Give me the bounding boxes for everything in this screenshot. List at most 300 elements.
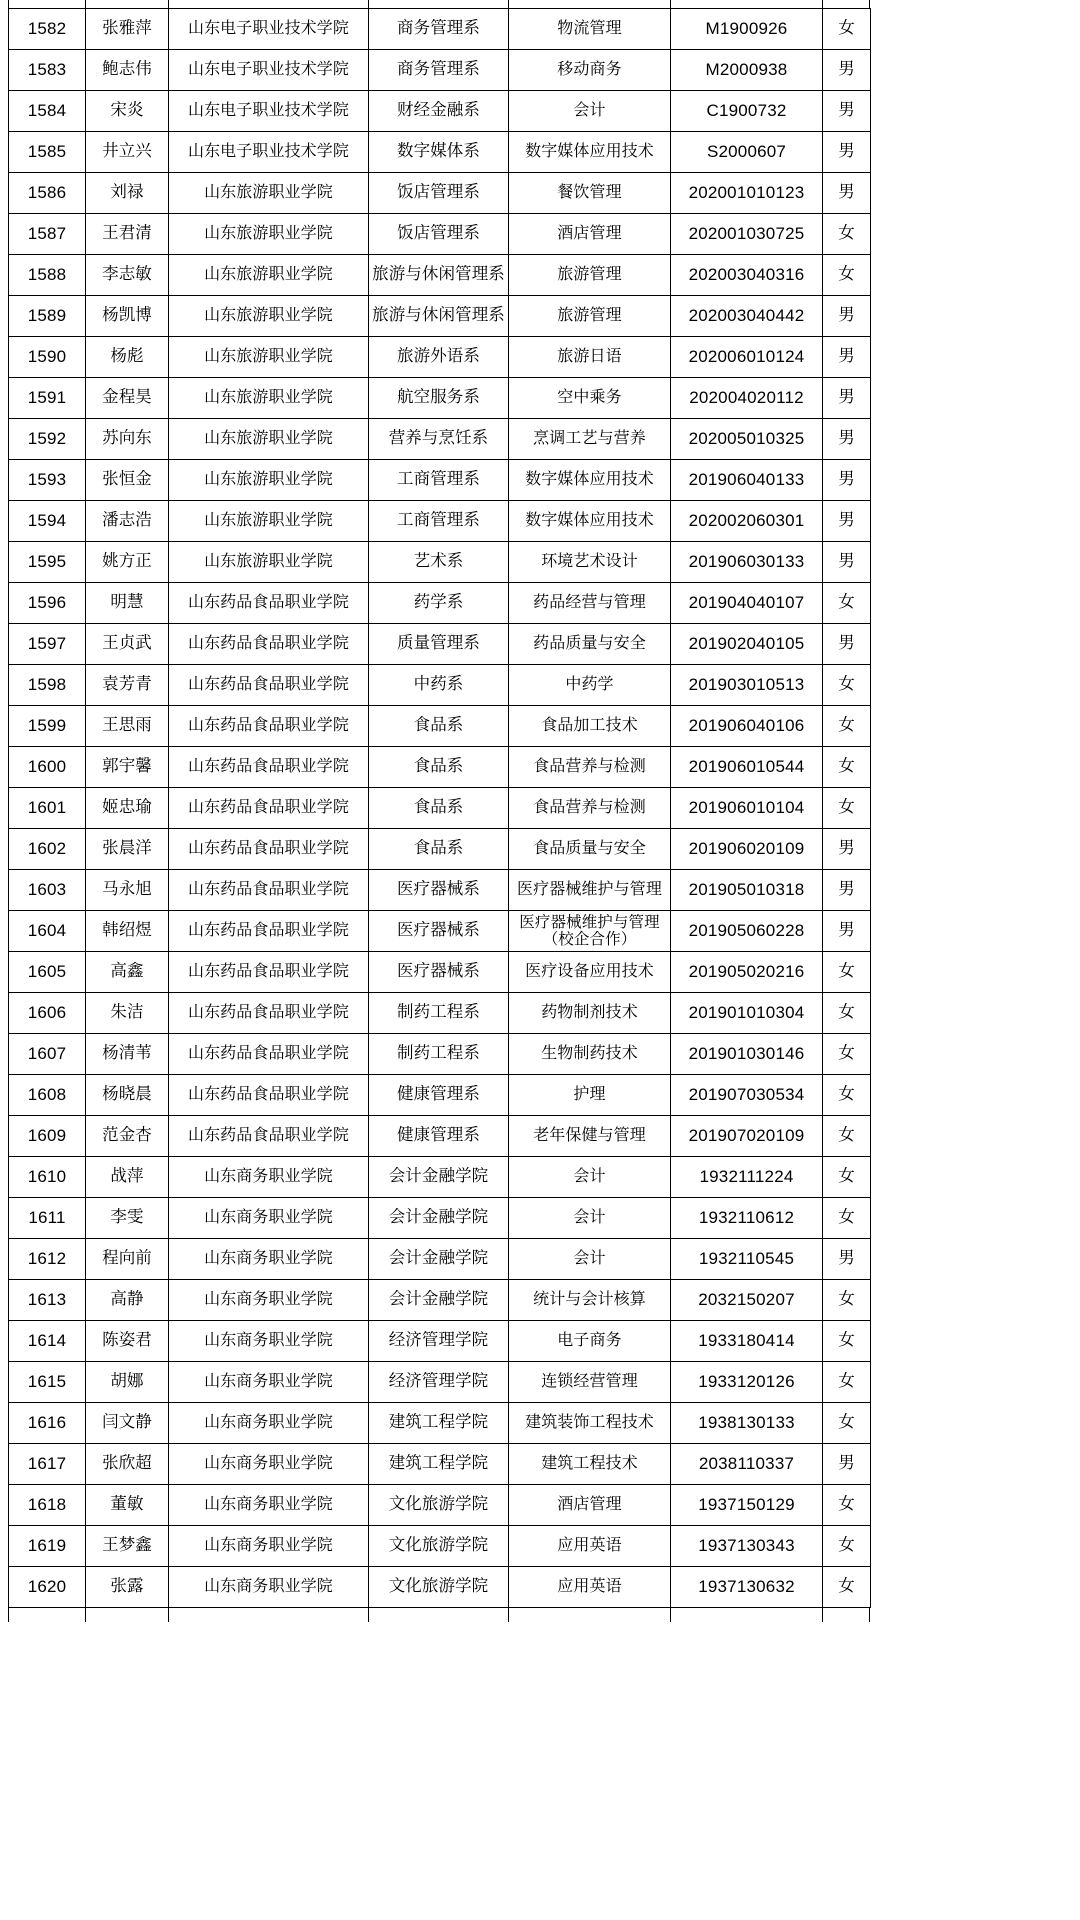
cell-school: 山东商务职业学院 (169, 1321, 369, 1362)
table-row (9, 1280, 871, 1321)
cell-seq: 1613 (9, 1280, 86, 1321)
cell-major: 旅游管理 (509, 296, 671, 337)
cell-major: 移动商务 (509, 50, 671, 91)
cell-school: 山东旅游职业学院 (169, 501, 369, 542)
cell-school: 山东旅游职业学院 (169, 255, 369, 296)
cell-sid: 1932111224 (671, 1157, 823, 1198)
cell-dept: 旅游外语系 (369, 337, 509, 378)
cell-dept: 会计金融学院 (369, 1280, 509, 1321)
cell-gender: 女 (823, 706, 871, 747)
cell-gender: 女 (823, 952, 871, 993)
cell-school: 山东药品食品职业学院 (169, 952, 369, 993)
table-row (9, 788, 871, 829)
cell-name: 郭宇馨 (86, 747, 169, 788)
cell-seq: 1594 (9, 501, 86, 542)
table-row (9, 132, 871, 173)
cell-gender: 女 (823, 1485, 871, 1526)
cell-dept: 健康管理系 (369, 1075, 509, 1116)
table-row (9, 583, 871, 624)
cell-gender: 女 (823, 665, 871, 706)
cell-name: 井立兴 (86, 132, 169, 173)
cell-sid: 1933180414 (671, 1321, 823, 1362)
cell-school: 山东商务职业学院 (169, 1362, 369, 1403)
cell-gender: 女 (823, 1116, 871, 1157)
cell-seq: 1586 (9, 173, 86, 214)
cell-gender: 女 (823, 1280, 871, 1321)
cell-seq: 1610 (9, 1157, 86, 1198)
cell-name: 张雅萍 (86, 9, 169, 50)
cell-sid: 1933120126 (671, 1362, 823, 1403)
cell-gender: 女 (823, 1526, 871, 1567)
cell-school: 山东旅游职业学院 (169, 419, 369, 460)
cell-gender: 女 (823, 214, 871, 255)
cell-gender: 男 (823, 501, 871, 542)
cell-major: 医疗器械维护与管理 (509, 870, 671, 911)
table-row (9, 1567, 871, 1608)
cell-name: 程向前 (86, 1239, 169, 1280)
cell-school: 山东旅游职业学院 (169, 337, 369, 378)
cell-name: 张晨洋 (86, 829, 169, 870)
cell-name: 高静 (86, 1280, 169, 1321)
cell-name: 潘志浩 (86, 501, 169, 542)
cell-major: 会计 (509, 91, 671, 132)
table-row (9, 255, 871, 296)
cell-seq: 1602 (9, 829, 86, 870)
cell-dept: 健康管理系 (369, 1116, 509, 1157)
cell-school: 山东药品食品职业学院 (169, 911, 369, 952)
cell-sid: 1932110612 (671, 1198, 823, 1239)
cell-school: 山东药品食品职业学院 (169, 1034, 369, 1075)
cell-seq: 1599 (9, 706, 86, 747)
cell-sid: 1932110545 (671, 1239, 823, 1280)
cell-gender: 男 (823, 132, 871, 173)
cell-gender: 女 (823, 1198, 871, 1239)
cell-school: 山东商务职业学院 (169, 1485, 369, 1526)
cell-major: 食品质量与安全 (509, 829, 671, 870)
cell-name: 杨清苇 (86, 1034, 169, 1075)
cell-sid: 2038110337 (671, 1444, 823, 1485)
table-row (9, 9, 871, 50)
cell-gender: 男 (823, 1239, 871, 1280)
cell-dept: 药学系 (369, 583, 509, 624)
cell-major: 应用英语 (509, 1526, 671, 1567)
cell-sid: 202003040316 (671, 255, 823, 296)
cell-major: 会计 (509, 1157, 671, 1198)
cell-school: 山东旅游职业学院 (169, 296, 369, 337)
cell-gender: 女 (823, 1567, 871, 1608)
table-top-clipped-row (8, 0, 870, 8)
cell-sid: S2000607 (671, 132, 823, 173)
cell-gender: 男 (823, 911, 871, 952)
cell-seq: 1603 (9, 870, 86, 911)
cell-sid: C1900732 (671, 91, 823, 132)
cell-seq: 1596 (9, 583, 86, 624)
cell-name: 范金杏 (86, 1116, 169, 1157)
cell-name: 姬忠瑜 (86, 788, 169, 829)
cell-name: 杨晓晨 (86, 1075, 169, 1116)
cell-sid: 2032150207 (671, 1280, 823, 1321)
cell-school: 山东药品食品职业学院 (169, 1075, 369, 1116)
cell-seq: 1608 (9, 1075, 86, 1116)
table-row (9, 501, 871, 542)
cell-seq: 1585 (9, 132, 86, 173)
cell-dept: 经济管理学院 (369, 1362, 509, 1403)
cell-name: 闫文静 (86, 1403, 169, 1444)
table-row (9, 665, 871, 706)
cell-school: 山东药品食品职业学院 (169, 829, 369, 870)
cell-seq: 1593 (9, 460, 86, 501)
cell-school: 山东药品食品职业学院 (169, 870, 369, 911)
table-row (9, 296, 871, 337)
cell-sid: 202005010325 (671, 419, 823, 460)
cell-name: 杨彪 (86, 337, 169, 378)
cell-sid: 201906020109 (671, 829, 823, 870)
cell-dept: 质量管理系 (369, 624, 509, 665)
cell-dept: 营养与烹饪系 (369, 419, 509, 460)
cell-major: 烹调工艺与营养 (509, 419, 671, 460)
cell-dept: 食品系 (369, 829, 509, 870)
cell-dept: 工商管理系 (369, 460, 509, 501)
cell-school: 山东商务职业学院 (169, 1198, 369, 1239)
cell-sid: 202003040442 (671, 296, 823, 337)
cell-name: 袁芳青 (86, 665, 169, 706)
cell-major: 数字媒体应用技术 (509, 132, 671, 173)
table-row (9, 747, 871, 788)
cell-dept: 建筑工程学院 (369, 1403, 509, 1444)
cell-name: 张露 (86, 1567, 169, 1608)
cell-seq: 1587 (9, 214, 86, 255)
cell-school: 山东药品食品职业学院 (169, 993, 369, 1034)
cell-dept: 文化旅游学院 (369, 1526, 509, 1567)
cell-major: 连锁经营管理 (509, 1362, 671, 1403)
table-row (9, 173, 871, 214)
cell-gender: 男 (823, 460, 871, 501)
cell-school: 山东商务职业学院 (169, 1567, 369, 1608)
cell-seq: 1607 (9, 1034, 86, 1075)
cell-school: 山东药品食品职业学院 (169, 583, 369, 624)
cell-dept: 经济管理学院 (369, 1321, 509, 1362)
cell-sid: 201906010544 (671, 747, 823, 788)
table-row (9, 337, 871, 378)
table-row (9, 993, 871, 1034)
cell-sid: 202006010124 (671, 337, 823, 378)
cell-gender: 男 (823, 870, 871, 911)
cell-seq: 1615 (9, 1362, 86, 1403)
table-row (9, 50, 871, 91)
cell-school: 山东电子职业技术学院 (169, 132, 369, 173)
cell-name: 杨凯博 (86, 296, 169, 337)
cell-gender: 男 (823, 419, 871, 460)
cell-gender: 女 (823, 255, 871, 296)
cell-seq: 1604 (9, 911, 86, 952)
cell-school: 山东旅游职业学院 (169, 173, 369, 214)
cell-sid: 1938130133 (671, 1403, 823, 1444)
cell-school: 山东药品食品职业学院 (169, 788, 369, 829)
cell-sid: 202001010123 (671, 173, 823, 214)
cell-dept: 商务管理系 (369, 50, 509, 91)
cell-major: 中药学 (509, 665, 671, 706)
cell-seq: 1584 (9, 91, 86, 132)
cell-gender: 男 (823, 1444, 871, 1485)
cell-seq: 1582 (9, 9, 86, 50)
cell-sid: 201903010513 (671, 665, 823, 706)
cell-sid: 201906040106 (671, 706, 823, 747)
cell-major: 食品加工技术 (509, 706, 671, 747)
cell-seq: 1600 (9, 747, 86, 788)
cell-name: 李志敏 (86, 255, 169, 296)
cell-sid: 201905020216 (671, 952, 823, 993)
table-row (9, 1239, 871, 1280)
cell-dept: 建筑工程学院 (369, 1444, 509, 1485)
cell-major: 食品营养与检测 (509, 788, 671, 829)
cell-major: 酒店管理 (509, 1485, 671, 1526)
cell-name: 张恒金 (86, 460, 169, 501)
cell-gender: 女 (823, 583, 871, 624)
cell-seq: 1617 (9, 1444, 86, 1485)
cell-major: 电子商务 (509, 1321, 671, 1362)
table-row (9, 1403, 871, 1444)
cell-sid: 201906010104 (671, 788, 823, 829)
cell-major: 会计 (509, 1198, 671, 1239)
cell-name: 张欣超 (86, 1444, 169, 1485)
cell-major: 物流管理 (509, 9, 671, 50)
cell-gender: 女 (823, 9, 871, 50)
cell-gender: 男 (823, 624, 871, 665)
cell-name: 李雯 (86, 1198, 169, 1239)
cell-sid: 201905010318 (671, 870, 823, 911)
cell-sid: 201907030534 (671, 1075, 823, 1116)
cell-dept: 医疗器械系 (369, 870, 509, 911)
cell-major: 医疗设备应用技术 (509, 952, 671, 993)
cell-sid: 201906030133 (671, 542, 823, 583)
cell-name: 明慧 (86, 583, 169, 624)
cell-school: 山东商务职业学院 (169, 1157, 369, 1198)
cell-sid: 201906040133 (671, 460, 823, 501)
cell-seq: 1620 (9, 1567, 86, 1608)
cell-dept: 食品系 (369, 788, 509, 829)
cell-dept: 财经金融系 (369, 91, 509, 132)
cell-name: 战萍 (86, 1157, 169, 1198)
cell-name: 朱洁 (86, 993, 169, 1034)
cell-dept: 文化旅游学院 (369, 1485, 509, 1526)
cell-name: 王思雨 (86, 706, 169, 747)
cell-seq: 1595 (9, 542, 86, 583)
cell-dept: 食品系 (369, 747, 509, 788)
cell-sid: 202001030725 (671, 214, 823, 255)
cell-name: 胡娜 (86, 1362, 169, 1403)
cell-school: 山东旅游职业学院 (169, 542, 369, 583)
table-row (9, 829, 871, 870)
cell-sid: 1937150129 (671, 1485, 823, 1526)
table-row (9, 1485, 871, 1526)
cell-dept: 制药工程系 (369, 993, 509, 1034)
cell-gender: 女 (823, 1362, 871, 1403)
table-row (9, 419, 871, 460)
cell-name: 韩绍煜 (86, 911, 169, 952)
cell-school: 山东商务职业学院 (169, 1444, 369, 1485)
cell-sid: 201901030146 (671, 1034, 823, 1075)
table-row (9, 378, 871, 419)
cell-dept: 工商管理系 (369, 501, 509, 542)
table-row (9, 870, 871, 911)
cell-gender: 女 (823, 993, 871, 1034)
table-row (9, 542, 871, 583)
cell-seq: 1590 (9, 337, 86, 378)
table-row (9, 1116, 871, 1157)
cell-seq: 1592 (9, 419, 86, 460)
cell-dept: 航空服务系 (369, 378, 509, 419)
cell-major: 药物制剂技术 (509, 993, 671, 1034)
cell-major: 空中乘务 (509, 378, 671, 419)
table-row (9, 1321, 871, 1362)
cell-name: 姚方正 (86, 542, 169, 583)
cell-seq: 1616 (9, 1403, 86, 1444)
table-row (9, 1444, 871, 1485)
cell-major: 护理 (509, 1075, 671, 1116)
cell-seq: 1614 (9, 1321, 86, 1362)
cell-gender: 男 (823, 91, 871, 132)
cell-name: 王梦鑫 (86, 1526, 169, 1567)
table-row (9, 952, 871, 993)
cell-major: 生物制药技术 (509, 1034, 671, 1075)
cell-major: 医疗器械维护与管理 （校企合作） (509, 911, 671, 952)
cell-sid: 202004020112 (671, 378, 823, 419)
table-row (9, 214, 871, 255)
cell-gender: 男 (823, 337, 871, 378)
cell-dept: 医疗器械系 (369, 911, 509, 952)
cell-gender: 男 (823, 378, 871, 419)
cell-school: 山东电子职业技术学院 (169, 91, 369, 132)
cell-sid: 201905060228 (671, 911, 823, 952)
cell-name: 金程昊 (86, 378, 169, 419)
cell-major: 应用英语 (509, 1567, 671, 1608)
cell-major: 数字媒体应用技术 (509, 460, 671, 501)
cell-school: 山东商务职业学院 (169, 1526, 369, 1567)
cell-school: 山东药品食品职业学院 (169, 624, 369, 665)
cell-seq: 1591 (9, 378, 86, 419)
cell-sid: 201907020109 (671, 1116, 823, 1157)
cell-major: 食品营养与检测 (509, 747, 671, 788)
cell-school: 山东旅游职业学院 (169, 378, 369, 419)
cell-dept: 饭店管理系 (369, 214, 509, 255)
cell-name: 马永旭 (86, 870, 169, 911)
cell-sid: M2000938 (671, 50, 823, 91)
table-row (9, 1526, 871, 1567)
cell-name: 董敏 (86, 1485, 169, 1526)
table-row (9, 91, 871, 132)
cell-dept: 艺术系 (369, 542, 509, 583)
cell-dept: 饭店管理系 (369, 173, 509, 214)
table-row (9, 1362, 871, 1403)
cell-sid: 201901010304 (671, 993, 823, 1034)
table-row (9, 1075, 871, 1116)
cell-seq: 1598 (9, 665, 86, 706)
cell-school: 山东旅游职业学院 (169, 214, 369, 255)
cell-dept: 旅游与休闲管理系 (369, 296, 509, 337)
cell-name: 刘禄 (86, 173, 169, 214)
cell-sid: 201902040105 (671, 624, 823, 665)
cell-name: 苏向东 (86, 419, 169, 460)
table-row (9, 1157, 871, 1198)
cell-gender: 男 (823, 296, 871, 337)
cell-sid: 1937130632 (671, 1567, 823, 1608)
table-row (9, 706, 871, 747)
cell-school: 山东商务职业学院 (169, 1403, 369, 1444)
cell-gender: 男 (823, 542, 871, 583)
cell-name: 陈姿君 (86, 1321, 169, 1362)
table-row (9, 624, 871, 665)
cell-major: 旅游日语 (509, 337, 671, 378)
cell-major: 数字媒体应用技术 (509, 501, 671, 542)
cell-major: 统计与会计核算 (509, 1280, 671, 1321)
cell-seq: 1612 (9, 1239, 86, 1280)
cell-gender: 男 (823, 173, 871, 214)
cell-major: 药品经营与管理 (509, 583, 671, 624)
table-row (9, 1198, 871, 1239)
cell-major: 老年保健与管理 (509, 1116, 671, 1157)
cell-seq: 1618 (9, 1485, 86, 1526)
cell-gender: 男 (823, 829, 871, 870)
cell-dept: 会计金融学院 (369, 1239, 509, 1280)
cell-major: 药品质量与安全 (509, 624, 671, 665)
cell-sid: M1900926 (671, 9, 823, 50)
cell-seq: 1589 (9, 296, 86, 337)
cell-school: 山东旅游职业学院 (169, 460, 369, 501)
cell-major: 环境艺术设计 (509, 542, 671, 583)
cell-gender: 女 (823, 1034, 871, 1075)
table-row (9, 1034, 871, 1075)
cell-major: 餐饮管理 (509, 173, 671, 214)
cell-dept: 文化旅游学院 (369, 1567, 509, 1608)
cell-major: 旅游管理 (509, 255, 671, 296)
cell-school: 山东药品食品职业学院 (169, 747, 369, 788)
cell-name: 鲍志伟 (86, 50, 169, 91)
table-row (9, 911, 871, 952)
cell-major: 建筑工程技术 (509, 1444, 671, 1485)
cell-gender: 女 (823, 1403, 871, 1444)
student-roster-table (8, 8, 871, 1608)
cell-seq: 1588 (9, 255, 86, 296)
table-row (9, 460, 871, 501)
cell-name: 王君清 (86, 214, 169, 255)
cell-gender: 女 (823, 1075, 871, 1116)
cell-dept: 中药系 (369, 665, 509, 706)
cell-dept: 医疗器械系 (369, 952, 509, 993)
cell-gender: 男 (823, 50, 871, 91)
cell-sid: 1937130343 (671, 1526, 823, 1567)
cell-school: 山东药品食品职业学院 (169, 665, 369, 706)
cell-seq: 1583 (9, 50, 86, 91)
cell-seq: 1597 (9, 624, 86, 665)
cell-dept: 制药工程系 (369, 1034, 509, 1075)
cell-seq: 1601 (9, 788, 86, 829)
cell-name: 宋炎 (86, 91, 169, 132)
cell-gender: 女 (823, 1157, 871, 1198)
cell-sid: 201904040107 (671, 583, 823, 624)
cell-school: 山东商务职业学院 (169, 1280, 369, 1321)
cell-school: 山东药品食品职业学院 (169, 706, 369, 747)
cell-name: 王贞武 (86, 624, 169, 665)
cell-gender: 女 (823, 1321, 871, 1362)
cell-dept: 会计金融学院 (369, 1198, 509, 1239)
cell-dept: 旅游与休闲管理系 (369, 255, 509, 296)
cell-dept: 会计金融学院 (369, 1157, 509, 1198)
cell-seq: 1611 (9, 1198, 86, 1239)
cell-seq: 1606 (9, 993, 86, 1034)
cell-major: 建筑装饰工程技术 (509, 1403, 671, 1444)
cell-sid: 202002060301 (671, 501, 823, 542)
cell-major: 酒店管理 (509, 214, 671, 255)
